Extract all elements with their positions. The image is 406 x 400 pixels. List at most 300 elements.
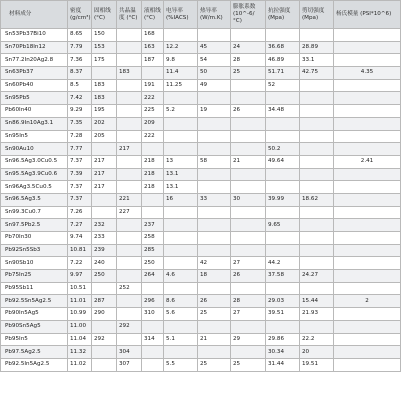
table-row: [1, 143, 401, 156]
cell-eutectic: 227: [117, 206, 142, 219]
cell-conductivity: 13.1: [164, 181, 198, 194]
cell-density: 11.32: [68, 346, 92, 359]
cell-youngs-modulus: 4.35: [334, 67, 401, 80]
cell-expansion: [231, 29, 266, 42]
cell-thermal-conductivity: 19: [198, 105, 231, 118]
cell-tensile-strength: [266, 282, 300, 295]
cell-material: Pb60In40: [1, 105, 68, 118]
cell-material: Pb92Sn5Sb3: [1, 244, 68, 257]
cell-youngs-modulus: [334, 193, 401, 206]
cell-tensile-strength: 29.86: [266, 333, 300, 346]
cell-material: Sn86.9In10Ag3.1: [1, 117, 68, 130]
cell-material: Sn97.5Pb2.5: [1, 219, 68, 232]
header-liquidus: 液相线 (°C): [142, 1, 164, 29]
cell-density: 9.74: [68, 232, 92, 245]
cell-solidus: 217: [92, 155, 117, 168]
cell-tensile-strength: [266, 29, 300, 42]
cell-eutectic: 304: [117, 346, 142, 359]
cell-youngs-modulus: [334, 270, 401, 283]
cell-eutectic: [117, 54, 142, 67]
table-row: [1, 232, 401, 245]
cell-tensile-strength: [266, 320, 300, 333]
cell-thermal-conductivity: [198, 29, 231, 42]
cell-conductivity: 8.6: [164, 295, 198, 308]
cell-tensile-strength: [266, 168, 300, 181]
cell-liquidus: 258: [142, 232, 164, 245]
cell-material: Sn99.3Cu0.7: [1, 206, 68, 219]
cell-youngs-modulus: [334, 181, 401, 194]
cell-expansion: 27: [231, 308, 266, 321]
cell-thermal-conductivity: 21: [198, 333, 231, 346]
cell-eutectic: [117, 29, 142, 42]
cell-tensile-strength: 51.71: [266, 67, 300, 80]
cell-tensile-strength: [266, 181, 300, 194]
cell-shear-strength: 18.62: [300, 193, 334, 206]
cell-eutectic: [117, 295, 142, 308]
header-eutectic: 共晶温度 (°C): [117, 1, 142, 29]
table-row: [1, 193, 401, 206]
cell-solidus: 217: [92, 168, 117, 181]
cell-material: Sn63Pb37: [1, 67, 68, 80]
cell-thermal-conductivity: [198, 219, 231, 232]
cell-eutectic: [117, 130, 142, 143]
cell-expansion: [231, 346, 266, 359]
cell-liquidus: 218: [142, 168, 164, 181]
cell-thermal-conductivity: [198, 168, 231, 181]
header-thermal-conductivity: 热导率 (W/m.K): [198, 1, 231, 29]
cell-material: Sn95Pb5: [1, 92, 68, 105]
cell-liquidus: [142, 358, 164, 371]
table-row: [1, 105, 401, 118]
cell-liquidus: 296: [142, 295, 164, 308]
cell-solidus: 217: [92, 181, 117, 194]
cell-tensile-strength: 52: [266, 79, 300, 92]
cell-shear-strength: [300, 168, 334, 181]
cell-material: Pb75In25: [1, 270, 68, 283]
cell-thermal-conductivity: [198, 206, 231, 219]
cell-density: 8.37: [68, 67, 92, 80]
cell-conductivity: [164, 346, 198, 359]
cell-shear-strength: [300, 257, 334, 270]
cell-conductivity: 5.1: [164, 333, 198, 346]
cell-density: 7.35: [68, 117, 92, 130]
cell-density: 11.01: [68, 295, 92, 308]
cell-youngs-modulus: [334, 117, 401, 130]
table-row: [1, 130, 401, 143]
cell-expansion: [231, 206, 266, 219]
cell-thermal-conductivity: [198, 232, 231, 245]
cell-eutectic: [117, 257, 142, 270]
cell-expansion: 26: [231, 105, 266, 118]
cell-expansion: [231, 117, 266, 130]
cell-solidus: 202: [92, 117, 117, 130]
cell-shear-strength: [300, 282, 334, 295]
cell-material: Sn53Pb37Bi10: [1, 29, 68, 42]
cell-expansion: [231, 79, 266, 92]
cell-density: 10.99: [68, 308, 92, 321]
cell-tensile-strength: [266, 232, 300, 245]
cell-youngs-modulus: [334, 308, 401, 321]
cell-eutectic: [117, 105, 142, 118]
cell-conductivity: [164, 232, 198, 245]
cell-eutectic: [117, 168, 142, 181]
cell-density: 8.5: [68, 79, 92, 92]
cell-expansion: [231, 244, 266, 257]
cell-thermal-conductivity: 54: [198, 54, 231, 67]
cell-conductivity: [164, 320, 198, 333]
cell-eutectic: 221: [117, 193, 142, 206]
cell-expansion: [231, 143, 266, 156]
cell-conductivity: [164, 92, 198, 105]
cell-material: Sn96.5Ag3.0Cu0.5: [1, 155, 68, 168]
cell-shear-strength: [300, 29, 334, 42]
cell-thermal-conductivity: 42: [198, 257, 231, 270]
cell-shear-strength: [300, 105, 334, 118]
cell-solidus: 153: [92, 41, 117, 54]
cell-tensile-strength: 39.51: [266, 308, 300, 321]
cell-liquidus: 310: [142, 308, 164, 321]
cell-shear-strength: [300, 244, 334, 257]
header-density: 密度 (g/cm³): [68, 1, 92, 29]
cell-conductivity: [164, 29, 198, 42]
cell-density: 7.36: [68, 54, 92, 67]
cell-youngs-modulus: [334, 143, 401, 156]
cell-eutectic: 183: [117, 67, 142, 80]
cell-expansion: 28: [231, 54, 266, 67]
cell-conductivity: 4.6: [164, 270, 198, 283]
cell-tensile-strength: [266, 206, 300, 219]
cell-liquidus: 191: [142, 79, 164, 92]
cell-solidus: [92, 282, 117, 295]
cell-thermal-conductivity: 18: [198, 270, 231, 283]
cell-tensile-strength: 49.64: [266, 155, 300, 168]
cell-density: 7.39: [68, 168, 92, 181]
table-row: [1, 333, 401, 346]
cell-shear-strength: 42.75: [300, 67, 334, 80]
cell-thermal-conductivity: 25: [198, 308, 231, 321]
cell-conductivity: 13: [164, 155, 198, 168]
cell-solidus: 287: [92, 295, 117, 308]
cell-expansion: 27: [231, 257, 266, 270]
cell-eutectic: [117, 219, 142, 232]
cell-solidus: [92, 193, 117, 206]
cell-material: Sn77.2In20Ag2.8: [1, 54, 68, 67]
cell-shear-strength: [300, 79, 334, 92]
cell-expansion: 25: [231, 67, 266, 80]
cell-tensile-strength: 36.68: [266, 41, 300, 54]
cell-shear-strength: [300, 130, 334, 143]
cell-liquidus: 168: [142, 29, 164, 42]
cell-thermal-conductivity: [198, 346, 231, 359]
cell-liquidus: [142, 67, 164, 80]
table-row: [1, 346, 401, 359]
cell-solidus: 175: [92, 54, 117, 67]
cell-youngs-modulus: [334, 105, 401, 118]
cell-solidus: 292: [92, 333, 117, 346]
cell-density: 11.02: [68, 358, 92, 371]
cell-solidus: 239: [92, 244, 117, 257]
cell-liquidus: 222: [142, 92, 164, 105]
cell-youngs-modulus: [334, 79, 401, 92]
cell-expansion: 24: [231, 41, 266, 54]
table-body: [1, 29, 401, 372]
cell-material: Sn95In5: [1, 130, 68, 143]
cell-youngs-modulus: [334, 41, 401, 54]
cell-eutectic: [117, 333, 142, 346]
cell-material: Sn96Ag3.5Cu0.5: [1, 181, 68, 194]
cell-conductivity: [164, 282, 198, 295]
table-header-row: [1, 1, 401, 29]
cell-thermal-conductivity: 33: [198, 193, 231, 206]
cell-expansion: [231, 232, 266, 245]
cell-shear-strength: 15.44: [300, 295, 334, 308]
cell-eutectic: [117, 117, 142, 130]
cell-youngs-modulus: [334, 257, 401, 270]
cell-thermal-conductivity: [198, 92, 231, 105]
cell-conductivity: 5.6: [164, 308, 198, 321]
cell-material: Sn95.5Ag3.9Cu0.6: [1, 168, 68, 181]
cell-conductivity: [164, 244, 198, 257]
cell-material: Pb97.5Ag2.5: [1, 346, 68, 359]
cell-youngs-modulus: [334, 206, 401, 219]
cell-tensile-strength: 37.58: [266, 270, 300, 283]
cell-conductivity: 13.1: [164, 168, 198, 181]
cell-liquidus: 314: [142, 333, 164, 346]
cell-solidus: 232: [92, 219, 117, 232]
cell-youngs-modulus: [334, 358, 401, 371]
cell-liquidus: 218: [142, 155, 164, 168]
cell-solidus: 183: [92, 79, 117, 92]
table-row: [1, 358, 401, 371]
cell-tensile-strength: [266, 117, 300, 130]
cell-material: Pb95Sb11: [1, 282, 68, 295]
cell-tensile-strength: 44.2: [266, 257, 300, 270]
cell-eutectic: [117, 79, 142, 92]
cell-material: Pb92.5Sn5Ag2.5: [1, 295, 68, 308]
header-shear-strength: 剪切强度 (Mpa): [300, 1, 334, 29]
cell-conductivity: [164, 143, 198, 156]
cell-eutectic: [117, 41, 142, 54]
cell-tensile-strength: 9.65: [266, 219, 300, 232]
table-row: [1, 92, 401, 105]
cell-liquidus: 250: [142, 257, 164, 270]
cell-expansion: [231, 181, 266, 194]
cell-shear-strength: [300, 206, 334, 219]
table-row: [1, 67, 401, 80]
cell-eutectic: [117, 232, 142, 245]
cell-density: 7.37: [68, 155, 92, 168]
cell-eutectic: [117, 92, 142, 105]
cell-solidus: [92, 346, 117, 359]
cell-thermal-conductivity: [198, 181, 231, 194]
cell-density: 8.65: [68, 29, 92, 42]
cell-expansion: [231, 219, 266, 232]
cell-conductivity: 9.8: [164, 54, 198, 67]
header-tensile-strength: 抗拉强度 (Mpa): [266, 1, 300, 29]
cell-conductivity: 5.2: [164, 105, 198, 118]
cell-eutectic: [117, 270, 142, 283]
cell-shear-strength: [300, 219, 334, 232]
cell-thermal-conductivity: [198, 244, 231, 257]
cell-solidus: 233: [92, 232, 117, 245]
cell-conductivity: 16: [164, 193, 198, 206]
header-expansion: 膨胀系数 (10^-6/°C): [231, 1, 266, 29]
cell-solidus: 195: [92, 105, 117, 118]
cell-liquidus: 225: [142, 105, 164, 118]
cell-liquidus: [142, 282, 164, 295]
cell-expansion: [231, 282, 266, 295]
cell-shear-strength: 22.2: [300, 333, 334, 346]
table-row: [1, 117, 401, 130]
cell-solidus: [92, 206, 117, 219]
cell-density: 7.28: [68, 130, 92, 143]
cell-density: 7.77: [68, 143, 92, 156]
cell-material: Pb92.5In5Ag2.5: [1, 358, 68, 371]
cell-liquidus: 209: [142, 117, 164, 130]
table-row: [1, 168, 401, 181]
cell-liquidus: [142, 320, 164, 333]
cell-density: 7.79: [68, 41, 92, 54]
cell-youngs-modulus: [334, 282, 401, 295]
cell-solidus: [92, 143, 117, 156]
cell-thermal-conductivity: [198, 282, 231, 295]
cell-liquidus: 222: [142, 130, 164, 143]
cell-conductivity: [164, 206, 198, 219]
cell-solidus: 290: [92, 308, 117, 321]
cell-tensile-strength: 31.44: [266, 358, 300, 371]
cell-tensile-strength: 29.03: [266, 295, 300, 308]
cell-liquidus: 237: [142, 219, 164, 232]
cell-liquidus: [142, 346, 164, 359]
cell-material: Pb90In5Ag5: [1, 308, 68, 321]
cell-expansion: [231, 130, 266, 143]
cell-density: 7.37: [68, 193, 92, 206]
cell-shear-strength: 33.1: [300, 54, 334, 67]
cell-liquidus: 264: [142, 270, 164, 283]
cell-expansion: 28: [231, 295, 266, 308]
cell-density: 9.29: [68, 105, 92, 118]
cell-thermal-conductivity: 45: [198, 41, 231, 54]
cell-material: Sn96.5Ag3.5: [1, 193, 68, 206]
cell-tensile-strength: [266, 130, 300, 143]
cell-youngs-modulus: [334, 219, 401, 232]
cell-conductivity: [164, 257, 198, 270]
cell-eutectic: 307: [117, 358, 142, 371]
table-row: [1, 29, 401, 42]
table-row: [1, 320, 401, 333]
cell-density: 11.00: [68, 320, 92, 333]
cell-tensile-strength: [266, 92, 300, 105]
cell-youngs-modulus: [334, 320, 401, 333]
table-row: [1, 181, 401, 194]
cell-liquidus: [142, 143, 164, 156]
table-row: [1, 270, 401, 283]
header-solidus: 固相线 (°C): [92, 1, 117, 29]
cell-youngs-modulus: [334, 346, 401, 359]
cell-conductivity: 11.4: [164, 67, 198, 80]
cell-material: Pb95In5: [1, 333, 68, 346]
cell-shear-strength: 20: [300, 346, 334, 359]
cell-shear-strength: 21.93: [300, 308, 334, 321]
cell-solidus: 150: [92, 29, 117, 42]
cell-tensile-strength: [266, 244, 300, 257]
cell-eutectic: 292: [117, 320, 142, 333]
cell-density: 7.37: [68, 181, 92, 194]
table-row: [1, 282, 401, 295]
cell-conductivity: 12.2: [164, 41, 198, 54]
cell-expansion: 30: [231, 193, 266, 206]
cell-eutectic: [117, 308, 142, 321]
cell-conductivity: 5.5: [164, 358, 198, 371]
cell-youngs-modulus: [334, 29, 401, 42]
cell-solidus: [92, 358, 117, 371]
cell-material: Sn60Pb40: [1, 79, 68, 92]
cell-expansion: 21: [231, 155, 266, 168]
cell-conductivity: [164, 219, 198, 232]
table-row: [1, 244, 401, 257]
cell-eutectic: 252: [117, 282, 142, 295]
table-row: [1, 41, 401, 54]
cell-expansion: [231, 168, 266, 181]
cell-shear-strength: [300, 92, 334, 105]
table-row: [1, 206, 401, 219]
cell-shear-strength: [300, 232, 334, 245]
cell-density: 7.26: [68, 206, 92, 219]
cell-conductivity: [164, 130, 198, 143]
cell-density: 9.97: [68, 270, 92, 283]
cell-youngs-modulus: 2: [334, 295, 401, 308]
cell-expansion: [231, 92, 266, 105]
cell-expansion: 26: [231, 270, 266, 283]
cell-solidus: 250: [92, 270, 117, 283]
cell-density: 10.81: [68, 244, 92, 257]
table-row: [1, 308, 401, 321]
cell-youngs-modulus: [334, 130, 401, 143]
cell-tensile-strength: 46.89: [266, 54, 300, 67]
cell-thermal-conductivity: [198, 320, 231, 333]
cell-material: Sn90Sb10: [1, 257, 68, 270]
cell-thermal-conductivity: 49: [198, 79, 231, 92]
cell-thermal-conductivity: 58: [198, 155, 231, 168]
cell-youngs-modulus: [334, 244, 401, 257]
cell-youngs-modulus: [334, 168, 401, 181]
cell-youngs-modulus: [334, 232, 401, 245]
cell-shear-strength: [300, 117, 334, 130]
cell-liquidus: 285: [142, 244, 164, 257]
cell-density: 7.22: [68, 257, 92, 270]
header-conductivity: 电导率 (%IACS): [164, 1, 198, 29]
cell-solidus: 183: [92, 92, 117, 105]
cell-liquidus: [142, 193, 164, 206]
cell-shear-strength: [300, 155, 334, 168]
cell-thermal-conductivity: [198, 143, 231, 156]
cell-density: 10.51: [68, 282, 92, 295]
cell-eutectic: 217: [117, 143, 142, 156]
cell-material: Sn70Pb18In12: [1, 41, 68, 54]
cell-tensile-strength: 50.2: [266, 143, 300, 156]
cell-density: 7.27: [68, 219, 92, 232]
cell-solidus: 240: [92, 257, 117, 270]
cell-density: 11.04: [68, 333, 92, 346]
cell-expansion: 25: [231, 358, 266, 371]
cell-material: Pb90Sn5Ag5: [1, 320, 68, 333]
header-material: 材料成分: [1, 1, 68, 29]
cell-density: 7.42: [68, 92, 92, 105]
cell-thermal-conductivity: 26: [198, 295, 231, 308]
cell-shear-strength: 19.51: [300, 358, 334, 371]
cell-liquidus: 187: [142, 54, 164, 67]
cell-liquidus: 218: [142, 181, 164, 194]
